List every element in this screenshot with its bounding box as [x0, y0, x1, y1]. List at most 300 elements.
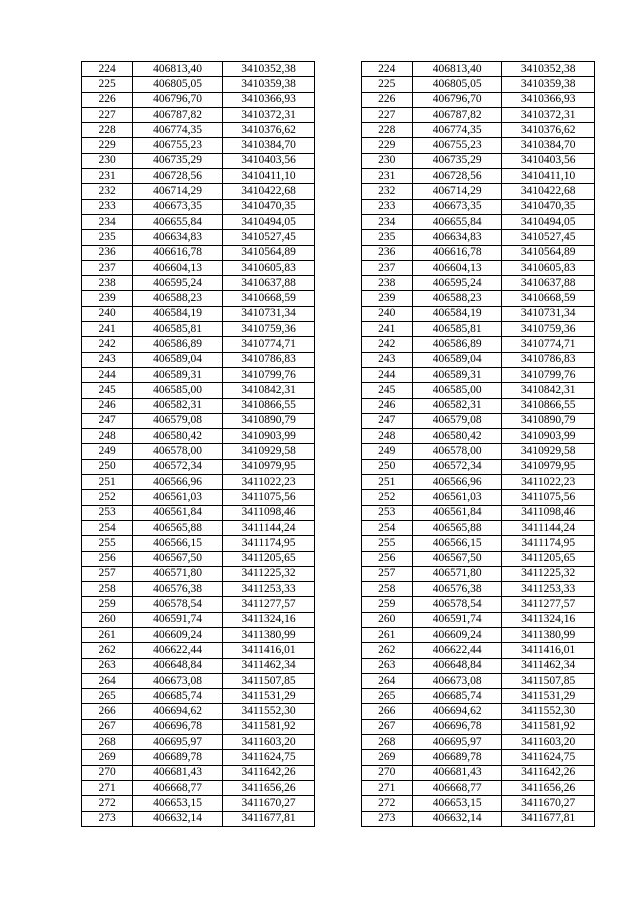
table-row: [82, 199, 595, 214]
right-y-coordinate-cell: 3410979,95: [502, 459, 595, 474]
left-y-coordinate-cell: 3411507,85: [222, 673, 315, 688]
right-y-coordinate-cell: 3411144,24: [502, 520, 595, 535]
right-y-coordinate-cell: 3410470,35: [502, 199, 595, 214]
right-point-number-cell: 236: [361, 245, 412, 260]
right-point-number-cell: 270: [361, 765, 412, 780]
right-y-coordinate-cell: 3411507,85: [502, 673, 595, 688]
right-point-number-cell: 268: [361, 735, 412, 750]
right-point-number-cell: 258: [361, 582, 412, 597]
left-point-number-cell: 266: [82, 704, 133, 719]
left-x-coordinate-cell: 406589,31: [133, 367, 223, 382]
left-x-coordinate-cell: 406689,78: [133, 750, 223, 765]
left-point-number-cell: 246: [82, 398, 133, 413]
column-gap: [315, 459, 361, 474]
left-x-coordinate-cell: 406755,23: [133, 138, 223, 153]
table-row: [82, 765, 595, 780]
column-gap: [315, 566, 361, 581]
left-x-coordinate-cell: 406673,35: [133, 199, 223, 214]
left-x-coordinate-cell: 406774,35: [133, 123, 223, 138]
right-y-coordinate-cell: 3411380,99: [502, 627, 595, 642]
right-y-coordinate-cell: 3411531,29: [502, 689, 595, 704]
right-point-number-cell: 252: [361, 490, 412, 505]
right-point-number-cell: 253: [361, 505, 412, 520]
table-row: [82, 322, 595, 337]
right-y-coordinate-cell: 3411677,81: [502, 811, 595, 826]
right-x-coordinate-cell: 406632,14: [412, 811, 502, 826]
left-x-coordinate-cell: 406735,29: [133, 153, 223, 168]
right-y-coordinate-cell: 3411324,16: [502, 612, 595, 627]
left-y-coordinate-cell: 3411225,32: [222, 566, 315, 581]
right-y-coordinate-cell: 3411416,01: [502, 643, 595, 658]
right-x-coordinate-cell: 406582,31: [412, 398, 502, 413]
right-x-coordinate-cell: 406685,74: [412, 689, 502, 704]
left-point-number-cell: 269: [82, 750, 133, 765]
column-gap: [315, 551, 361, 566]
left-x-coordinate-cell: 406585,00: [133, 383, 223, 398]
table-row: [82, 796, 595, 811]
table-row: [82, 811, 595, 826]
left-point-number-cell: 250: [82, 459, 133, 474]
right-x-coordinate-cell: 406622,44: [412, 643, 502, 658]
right-point-number-cell: 234: [361, 214, 412, 229]
left-point-number-cell: 237: [82, 260, 133, 275]
left-point-number-cell: 227: [82, 107, 133, 122]
right-x-coordinate-cell: 406566,15: [412, 536, 502, 551]
right-y-coordinate-cell: 3410359,38: [502, 77, 595, 92]
right-x-coordinate-cell: 406755,23: [412, 138, 502, 153]
right-x-coordinate-cell: 406648,84: [412, 658, 502, 673]
table-row: [82, 505, 595, 520]
column-gap: [315, 306, 361, 321]
left-y-coordinate-cell: 3410605,83: [222, 260, 315, 275]
column-gap: [315, 627, 361, 642]
right-y-coordinate-cell: 3411552,30: [502, 704, 595, 719]
right-x-coordinate-cell: 406609,24: [412, 627, 502, 642]
column-gap: [315, 107, 361, 122]
left-x-coordinate-cell: 406668,77: [133, 780, 223, 795]
left-x-coordinate-cell: 406681,43: [133, 765, 223, 780]
column-gap: [315, 230, 361, 245]
left-x-coordinate-cell: 406685,74: [133, 689, 223, 704]
table-row: [82, 658, 595, 673]
column-gap: [315, 184, 361, 199]
right-y-coordinate-cell: 3410903,99: [502, 429, 595, 444]
left-point-number-cell: 230: [82, 153, 133, 168]
left-x-coordinate-cell: 406572,34: [133, 459, 223, 474]
right-y-coordinate-cell: 3410527,45: [502, 230, 595, 245]
right-point-number-cell: 263: [361, 658, 412, 673]
left-y-coordinate-cell: 3411380,99: [222, 627, 315, 642]
left-y-coordinate-cell: 3410866,55: [222, 398, 315, 413]
table-row: [82, 719, 595, 734]
column-gap: [315, 153, 361, 168]
left-point-number-cell: 252: [82, 490, 133, 505]
left-y-coordinate-cell: 3410376,62: [222, 123, 315, 138]
right-point-number-cell: 240: [361, 306, 412, 321]
column-gap: [315, 658, 361, 673]
right-point-number-cell: 260: [361, 612, 412, 627]
right-y-coordinate-cell: 3411098,46: [502, 505, 595, 520]
right-x-coordinate-cell: 406695,97: [412, 735, 502, 750]
column-gap: [315, 780, 361, 795]
table-row: [82, 169, 595, 184]
left-x-coordinate-cell: 406805,05: [133, 77, 223, 92]
coordinates-table: [81, 61, 595, 827]
left-x-coordinate-cell: 406634,83: [133, 230, 223, 245]
right-x-coordinate-cell: 406584,19: [412, 306, 502, 321]
table-row: [82, 230, 595, 245]
right-point-number-cell: 238: [361, 276, 412, 291]
left-x-coordinate-cell: 406648,84: [133, 658, 223, 673]
right-y-coordinate-cell: 3411253,33: [502, 582, 595, 597]
right-x-coordinate-cell: 406681,43: [412, 765, 502, 780]
left-x-coordinate-cell: 406653,15: [133, 796, 223, 811]
column-gap: [315, 597, 361, 612]
right-x-coordinate-cell: 406689,78: [412, 750, 502, 765]
left-y-coordinate-cell: 3411656,26: [222, 780, 315, 795]
left-x-coordinate-cell: 406622,44: [133, 643, 223, 658]
right-x-coordinate-cell: 406578,54: [412, 597, 502, 612]
column-gap: [315, 505, 361, 520]
left-point-number-cell: 273: [82, 811, 133, 826]
left-y-coordinate-cell: 3411670,27: [222, 796, 315, 811]
left-y-coordinate-cell: 3410564,89: [222, 245, 315, 260]
left-point-number-cell: 268: [82, 735, 133, 750]
left-x-coordinate-cell: 406578,54: [133, 597, 223, 612]
right-y-coordinate-cell: 3411174,95: [502, 536, 595, 551]
right-point-number-cell: 232: [361, 184, 412, 199]
left-point-number-cell: 235: [82, 230, 133, 245]
right-y-coordinate-cell: 3410422,68: [502, 184, 595, 199]
table-row: [82, 306, 595, 321]
column-gap: [315, 719, 361, 734]
column-gap: [315, 643, 361, 658]
left-y-coordinate-cell: 3411531,29: [222, 689, 315, 704]
left-point-number-cell: 245: [82, 383, 133, 398]
right-point-number-cell: 224: [361, 62, 412, 77]
right-x-coordinate-cell: 406561,03: [412, 490, 502, 505]
right-point-number-cell: 269: [361, 750, 412, 765]
column-gap: [315, 704, 361, 719]
left-x-coordinate-cell: 406579,08: [133, 413, 223, 428]
right-point-number-cell: 237: [361, 260, 412, 275]
left-point-number-cell: 247: [82, 413, 133, 428]
column-gap: [315, 765, 361, 780]
left-point-number-cell: 270: [82, 765, 133, 780]
left-point-number-cell: 256: [82, 551, 133, 566]
right-x-coordinate-cell: 406589,31: [412, 367, 502, 382]
right-point-number-cell: 256: [361, 551, 412, 566]
right-y-coordinate-cell: 3410929,58: [502, 444, 595, 459]
column-gap: [315, 123, 361, 138]
left-point-number-cell: 262: [82, 643, 133, 658]
right-y-coordinate-cell: 3411225,32: [502, 566, 595, 581]
table-row: [82, 643, 595, 658]
left-y-coordinate-cell: 3410979,95: [222, 459, 315, 474]
left-y-coordinate-cell: 3410637,88: [222, 276, 315, 291]
left-point-number-cell: 255: [82, 536, 133, 551]
right-x-coordinate-cell: 406813,40: [412, 62, 502, 77]
right-point-number-cell: 267: [361, 719, 412, 734]
table-row: [82, 245, 595, 260]
right-point-number-cell: 264: [361, 673, 412, 688]
left-x-coordinate-cell: 406561,84: [133, 505, 223, 520]
left-x-coordinate-cell: 406578,00: [133, 444, 223, 459]
column-gap: [315, 291, 361, 306]
column-gap: [315, 260, 361, 275]
table-row: [82, 92, 595, 107]
table-row: [82, 429, 595, 444]
right-y-coordinate-cell: 3410564,89: [502, 245, 595, 260]
right-point-number-cell: 229: [361, 138, 412, 153]
right-y-coordinate-cell: 3410799,76: [502, 367, 595, 382]
column-gap: [315, 398, 361, 413]
table-row: [82, 62, 595, 77]
table-row: [82, 352, 595, 367]
table-row: [82, 475, 595, 490]
left-x-coordinate-cell: 406567,50: [133, 551, 223, 566]
right-point-number-cell: 250: [361, 459, 412, 474]
left-x-coordinate-cell: 406580,42: [133, 429, 223, 444]
table-row: [82, 291, 595, 306]
left-x-coordinate-cell: 406586,89: [133, 337, 223, 352]
right-x-coordinate-cell: 406578,00: [412, 444, 502, 459]
right-point-number-cell: 228: [361, 123, 412, 138]
left-point-number-cell: 272: [82, 796, 133, 811]
right-y-coordinate-cell: 3410605,83: [502, 260, 595, 275]
right-point-number-cell: 266: [361, 704, 412, 719]
left-point-number-cell: 231: [82, 169, 133, 184]
table-row: [82, 260, 595, 275]
left-y-coordinate-cell: 3410668,59: [222, 291, 315, 306]
left-x-coordinate-cell: 406604,13: [133, 260, 223, 275]
left-point-number-cell: 261: [82, 627, 133, 642]
left-point-number-cell: 225: [82, 77, 133, 92]
left-point-number-cell: 228: [82, 123, 133, 138]
right-point-number-cell: 261: [361, 627, 412, 642]
left-point-number-cell: 226: [82, 92, 133, 107]
column-gap: [315, 811, 361, 826]
column-gap: [315, 612, 361, 627]
right-point-number-cell: 247: [361, 413, 412, 428]
left-y-coordinate-cell: 3410890,79: [222, 413, 315, 428]
table-row: [82, 123, 595, 138]
right-point-number-cell: 255: [361, 536, 412, 551]
table-row: [82, 566, 595, 581]
left-y-coordinate-cell: 3411022,23: [222, 475, 315, 490]
column-gap: [315, 796, 361, 811]
table-row: [82, 582, 595, 597]
left-y-coordinate-cell: 3411075,56: [222, 490, 315, 505]
right-y-coordinate-cell: 3410494,05: [502, 214, 595, 229]
right-x-coordinate-cell: 406668,77: [412, 780, 502, 795]
column-gap: [315, 383, 361, 398]
left-y-coordinate-cell: 3410786,83: [222, 352, 315, 367]
column-gap: [315, 337, 361, 352]
right-y-coordinate-cell: 3410890,79: [502, 413, 595, 428]
left-point-number-cell: 229: [82, 138, 133, 153]
right-point-number-cell: 262: [361, 643, 412, 658]
left-y-coordinate-cell: 3410470,35: [222, 199, 315, 214]
left-x-coordinate-cell: 406565,88: [133, 520, 223, 535]
left-point-number-cell: 267: [82, 719, 133, 734]
column-gap: [315, 689, 361, 704]
left-point-number-cell: 251: [82, 475, 133, 490]
left-y-coordinate-cell: 3411098,46: [222, 505, 315, 520]
right-y-coordinate-cell: 3410668,59: [502, 291, 595, 306]
table-row: [82, 627, 595, 642]
right-point-number-cell: 244: [361, 367, 412, 382]
left-x-coordinate-cell: 406728,56: [133, 169, 223, 184]
right-y-coordinate-cell: 3411075,56: [502, 490, 595, 505]
left-y-coordinate-cell: 3411552,30: [222, 704, 315, 719]
left-point-number-cell: 263: [82, 658, 133, 673]
right-point-number-cell: 227: [361, 107, 412, 122]
right-x-coordinate-cell: 406576,38: [412, 582, 502, 597]
right-y-coordinate-cell: 3410403,56: [502, 153, 595, 168]
left-y-coordinate-cell: 3410774,71: [222, 337, 315, 352]
left-x-coordinate-cell: 406589,04: [133, 352, 223, 367]
left-x-coordinate-cell: 406584,19: [133, 306, 223, 321]
column-gap: [315, 413, 361, 428]
table-row: [82, 214, 595, 229]
column-gap: [315, 138, 361, 153]
right-x-coordinate-cell: 406589,04: [412, 352, 502, 367]
right-y-coordinate-cell: 3410866,55: [502, 398, 595, 413]
table-row: [82, 367, 595, 382]
left-y-coordinate-cell: 3410903,99: [222, 429, 315, 444]
left-y-coordinate-cell: 3410359,38: [222, 77, 315, 92]
right-y-coordinate-cell: 3411656,26: [502, 780, 595, 795]
right-x-coordinate-cell: 406561,84: [412, 505, 502, 520]
left-y-coordinate-cell: 3411603,20: [222, 735, 315, 750]
right-x-coordinate-cell: 406735,29: [412, 153, 502, 168]
left-y-coordinate-cell: 3411324,16: [222, 612, 315, 627]
right-x-coordinate-cell: 406728,56: [412, 169, 502, 184]
right-y-coordinate-cell: 3411205,65: [502, 551, 595, 566]
left-y-coordinate-cell: 3410352,38: [222, 62, 315, 77]
right-point-number-cell: 243: [361, 352, 412, 367]
right-x-coordinate-cell: 406774,35: [412, 123, 502, 138]
right-point-number-cell: 231: [361, 169, 412, 184]
left-point-number-cell: 248: [82, 429, 133, 444]
left-point-number-cell: 236: [82, 245, 133, 260]
left-x-coordinate-cell: 406714,29: [133, 184, 223, 199]
right-x-coordinate-cell: 406585,81: [412, 322, 502, 337]
column-gap: [315, 214, 361, 229]
right-x-coordinate-cell: 406565,88: [412, 520, 502, 535]
left-point-number-cell: 239: [82, 291, 133, 306]
table-row: [82, 337, 595, 352]
right-x-coordinate-cell: 406566,96: [412, 475, 502, 490]
column-gap: [315, 536, 361, 551]
right-point-number-cell: 226: [361, 92, 412, 107]
left-y-coordinate-cell: 3410929,58: [222, 444, 315, 459]
right-x-coordinate-cell: 406805,05: [412, 77, 502, 92]
right-point-number-cell: 265: [361, 689, 412, 704]
right-point-number-cell: 239: [361, 291, 412, 306]
left-point-number-cell: 244: [82, 367, 133, 382]
table-row: [82, 77, 595, 92]
left-y-coordinate-cell: 3410527,45: [222, 230, 315, 245]
right-x-coordinate-cell: 406571,80: [412, 566, 502, 581]
right-point-number-cell: 230: [361, 153, 412, 168]
right-x-coordinate-cell: 406579,08: [412, 413, 502, 428]
column-gap: [315, 520, 361, 535]
right-x-coordinate-cell: 406586,89: [412, 337, 502, 352]
left-x-coordinate-cell: 406585,81: [133, 322, 223, 337]
table-row: [82, 689, 595, 704]
right-y-coordinate-cell: 3411642,26: [502, 765, 595, 780]
left-x-coordinate-cell: 406696,78: [133, 719, 223, 734]
left-x-coordinate-cell: 406694,62: [133, 704, 223, 719]
right-y-coordinate-cell: 3410384,70: [502, 138, 595, 153]
left-y-coordinate-cell: 3411462,34: [222, 658, 315, 673]
left-y-coordinate-cell: 3410366,93: [222, 92, 315, 107]
table-row: [82, 673, 595, 688]
right-point-number-cell: 233: [361, 199, 412, 214]
table-row: [82, 735, 595, 750]
right-y-coordinate-cell: 3410759,36: [502, 322, 595, 337]
table-row: [82, 780, 595, 795]
table-row: [82, 612, 595, 627]
left-point-number-cell: 232: [82, 184, 133, 199]
right-y-coordinate-cell: 3410842,31: [502, 383, 595, 398]
coordinates-table-body: [82, 62, 595, 827]
table-row: [82, 184, 595, 199]
left-y-coordinate-cell: 3411624,75: [222, 750, 315, 765]
left-point-number-cell: 243: [82, 352, 133, 367]
right-x-coordinate-cell: 406604,13: [412, 260, 502, 275]
left-y-coordinate-cell: 3410411,10: [222, 169, 315, 184]
table-row: [82, 520, 595, 535]
right-point-number-cell: 249: [361, 444, 412, 459]
right-point-number-cell: 245: [361, 383, 412, 398]
column-gap: [315, 62, 361, 77]
table-row: [82, 597, 595, 612]
left-y-coordinate-cell: 3411174,95: [222, 536, 315, 551]
left-y-coordinate-cell: 3411144,24: [222, 520, 315, 535]
left-point-number-cell: 257: [82, 566, 133, 581]
right-y-coordinate-cell: 3410376,62: [502, 123, 595, 138]
left-x-coordinate-cell: 406582,31: [133, 398, 223, 413]
left-x-coordinate-cell: 406673,08: [133, 673, 223, 688]
right-x-coordinate-cell: 406591,74: [412, 612, 502, 627]
right-x-coordinate-cell: 406787,82: [412, 107, 502, 122]
left-x-coordinate-cell: 406576,38: [133, 582, 223, 597]
left-y-coordinate-cell: 3411277,57: [222, 597, 315, 612]
table-row: [82, 490, 595, 505]
table-row: [82, 444, 595, 459]
right-x-coordinate-cell: 406714,29: [412, 184, 502, 199]
left-x-coordinate-cell: 406655,84: [133, 214, 223, 229]
right-y-coordinate-cell: 3410774,71: [502, 337, 595, 352]
column-gap: [315, 735, 361, 750]
column-gap: [315, 322, 361, 337]
right-y-coordinate-cell: 3410637,88: [502, 276, 595, 291]
left-x-coordinate-cell: 406588,23: [133, 291, 223, 306]
left-point-number-cell: 258: [82, 582, 133, 597]
left-y-coordinate-cell: 3410731,34: [222, 306, 315, 321]
left-x-coordinate-cell: 406566,15: [133, 536, 223, 551]
right-x-coordinate-cell: 406567,50: [412, 551, 502, 566]
table-row: [82, 551, 595, 566]
right-x-coordinate-cell: 406588,23: [412, 291, 502, 306]
left-y-coordinate-cell: 3410403,56: [222, 153, 315, 168]
left-point-number-cell: 224: [82, 62, 133, 77]
left-point-number-cell: 240: [82, 306, 133, 321]
right-y-coordinate-cell: 3410352,38: [502, 62, 595, 77]
